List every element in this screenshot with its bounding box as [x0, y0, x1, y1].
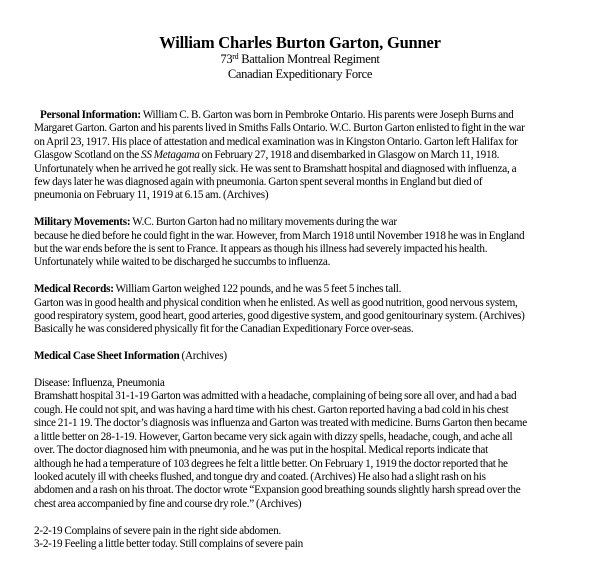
text-line: few days later he was diagnosed again with pneumonia. Garton spent several months in England but died of: [34, 176, 483, 189]
battalion-ordinal-suffix: rd: [232, 52, 239, 61]
text-line: looked acutely ill with cheeks flushed, and tongue dry and coated. (Archives) He also had a slight rash on his: [34, 470, 486, 483]
text-line: [34, 216, 590, 229]
text-line: [34, 149, 590, 162]
section-medical-case-sheet-heading: [34, 350, 590, 363]
text-fragment: William C. B. Garton was born in Pembroke Ontario. His parents were Joseph Burns and: [140, 109, 514, 121]
text-line: over. The doctor diagnosed him with pneumonia, and he was put in the hospital. Medical reports indicate that: [34, 444, 488, 457]
text-line: good respiratory system, good heart, good arteries, good digestive system, and good genitourinary system. (Archives): [34, 310, 525, 323]
section-label: Medical Records:: [34, 283, 114, 296]
section-daily-notes: [34, 525, 590, 552]
section-label: Personal Information:: [40, 109, 141, 121]
daily-note: 3-2-19 Feeling a little better today. Still complains of severe pain: [34, 537, 304, 550]
text-fragment: on February 27, 1918 and disembarked in Glasgow on March 11, 1918.: [199, 149, 500, 162]
daily-note: 2-2-19 Complains of severe pain in the right side abdomen.: [34, 524, 281, 537]
battalion-number: 73: [220, 52, 233, 66]
text-line: Garton was in good health and physical condition when he enlisted. As well as good nutrition, good nervous system,: [34, 296, 518, 309]
text-fragment: (Archives): [179, 350, 227, 363]
text-line: chest area accompanied by fine and course dry role.” (Archives): [34, 497, 302, 510]
text-line: on April 23, 1917. His place of attestation and medical examination was in Kingston Ontario. Garton left Halifax for: [34, 135, 518, 148]
section-label: Military Movements:: [34, 216, 131, 229]
force-line: Canadian Expeditionary Force: [227, 67, 373, 81]
text-line: [34, 109, 590, 122]
battalion-name: Battalion Montreal Regiment: [238, 52, 380, 66]
text-line: [34, 283, 590, 296]
section-medical-case-sheet: [34, 377, 590, 511]
battalion-line: [0, 52, 600, 67]
text-fragment: W.C. Burton Garton had no military movements during the war: [130, 216, 397, 229]
document-body: [34, 109, 590, 565]
text-line: Basically he was considered physically fit for the Canadian Expeditionary Force over-seas.: [34, 323, 414, 336]
text-line: Bramshatt hospital 31-1-19 Garton was admitted with a headache, complaining of being sore all over, and had a bad: [34, 390, 517, 403]
section-personal-information: [34, 109, 590, 203]
text-line: since 21-1 19. The doctor’s diagnosis was influenza and Garton was treated with medicine. Burns Garton then became: [34, 417, 527, 430]
text-line: because he died before he could fight in the war. However, from March 1918 until November 1918 he was in England: [34, 229, 525, 242]
text-line: but the war ends before the is sent to France. It appears as though his illness had severely impacted his health.: [34, 243, 488, 256]
section-military-movements: [34, 216, 590, 270]
text-line: pneumonia on February 11, 1919 at 6.15 am. (Archives): [34, 189, 269, 202]
text-line: Unfortunately when he arrived he got really sick. He was sent to Bramshatt hospital and diagnosed with influenza, a: [34, 162, 517, 175]
ship-name: SS Metagama: [140, 149, 200, 162]
document-header: [0, 33, 600, 82]
text-line: a little better on 28-1-19. However, Garton became very sick again with dizzy spells, headache, cough, and ache all: [34, 430, 513, 443]
text-line: Margaret Garton. Garton and his parents lived in Smiths Falls Ontario. W.C. Burton Garton enlisted to fight in the war: [34, 122, 525, 135]
text-line: abdomen and a rash on his throat. The doctor wrote “Expansion good breathing sounds slightly harsh spread over the: [34, 484, 521, 497]
text-fragment: William Garton weighed 122 pounds, and he was 5 feet 5 inches tall.: [113, 283, 402, 296]
text-line: [34, 350, 590, 363]
text-line: cough. He could not spit, and was having a hard time with his chest. Garton reported having a bad cold in his chest: [34, 403, 509, 416]
text-line: Unfortunately while waited to be discharged he succumbs to influenza.: [34, 256, 331, 269]
page-title: William Charles Burton Garton, Gunner: [159, 33, 441, 52]
section-medical-records: [34, 283, 590, 337]
text-fragment: Glasgow Scotland on the: [34, 149, 141, 162]
section-label: Medical Case Sheet Information: [34, 350, 180, 363]
text-line: although he had a temperature of 103 degrees he felt a little better. On February 1, 1919 the doctor reported that he: [34, 457, 508, 470]
disease-line: Disease: Influenza, Pneumonia: [34, 377, 165, 390]
